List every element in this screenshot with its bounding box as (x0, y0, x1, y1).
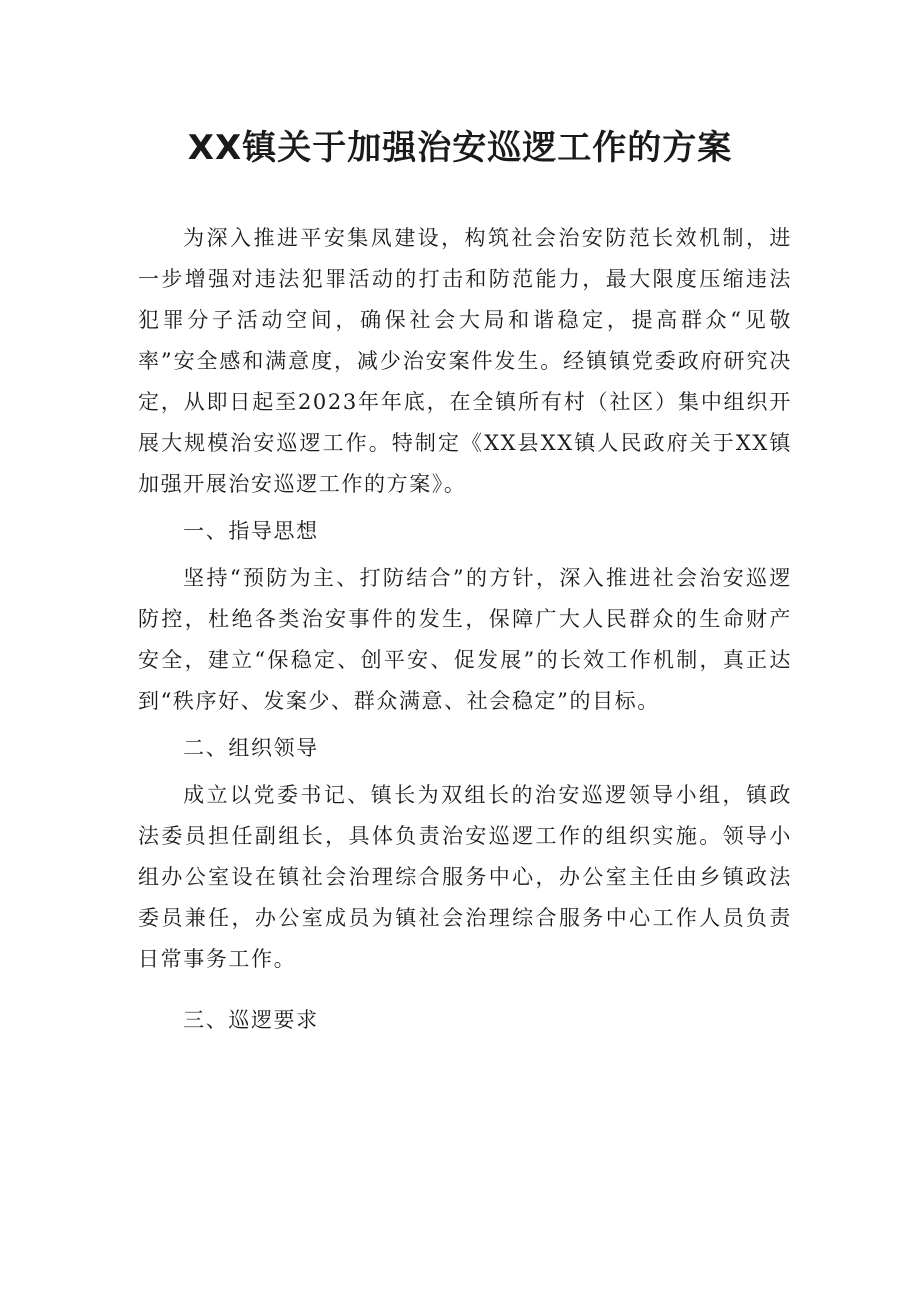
organization-leadership-paragraph: 成立以党委书记、镇长为双组长的治安巡逻领导小组，镇政法委员担任副组长，具体负责治安巡逻工作的组织实施。领导小组办公室设在镇社会治理综合服务中心，办公室主任由乡镇政法委员兼任，办公室成员为镇社会治理综合服务中心工作人员负责日常事务工作。 (138, 783, 792, 971)
section-heading-guiding-ideology: 一、指导思想 (183, 519, 319, 543)
section-heading-patrol-requirements: 三、巡逻要求 (183, 1008, 319, 1032)
document-title: XX镇关于加强治安巡逻工作的方案 (187, 128, 733, 168)
document-body (138, 218, 792, 1047)
intro-paragraph: 为深入推进平安集凤建设，构筑社会治安防范长效机制，进一步增强对违法犯罪活动的打击和防范能力，最大限度压缩违法犯罪分子活动空间，确保社会大局和谐稳定，提高群众“见敬率”安全感和满意度，减少治安案件发生。经镇镇党委政府研究决定，从即日起至2023年年底，在全镇所有村（社区）集中组织开展大规模治安巡逻工作。特制定《XX县XX镇人民政府关于XX镇加强开展治安巡逻工作的方案》。 (138, 226, 792, 496)
guiding-ideology-paragraph: 坚持“预防为主、打防结合”的方针，深入推进社会治安巡逻防控，杜绝各类治安事件的发生，保障广大人民群众的生命财产安全，建立“保稳定、创平安、促发展”的长效工作机制，真正达到“秩序好、发案少、群众满意、社会稳定”的目标。 (138, 566, 792, 713)
section-heading-organization-leadership: 二、组织领导 (183, 736, 319, 760)
